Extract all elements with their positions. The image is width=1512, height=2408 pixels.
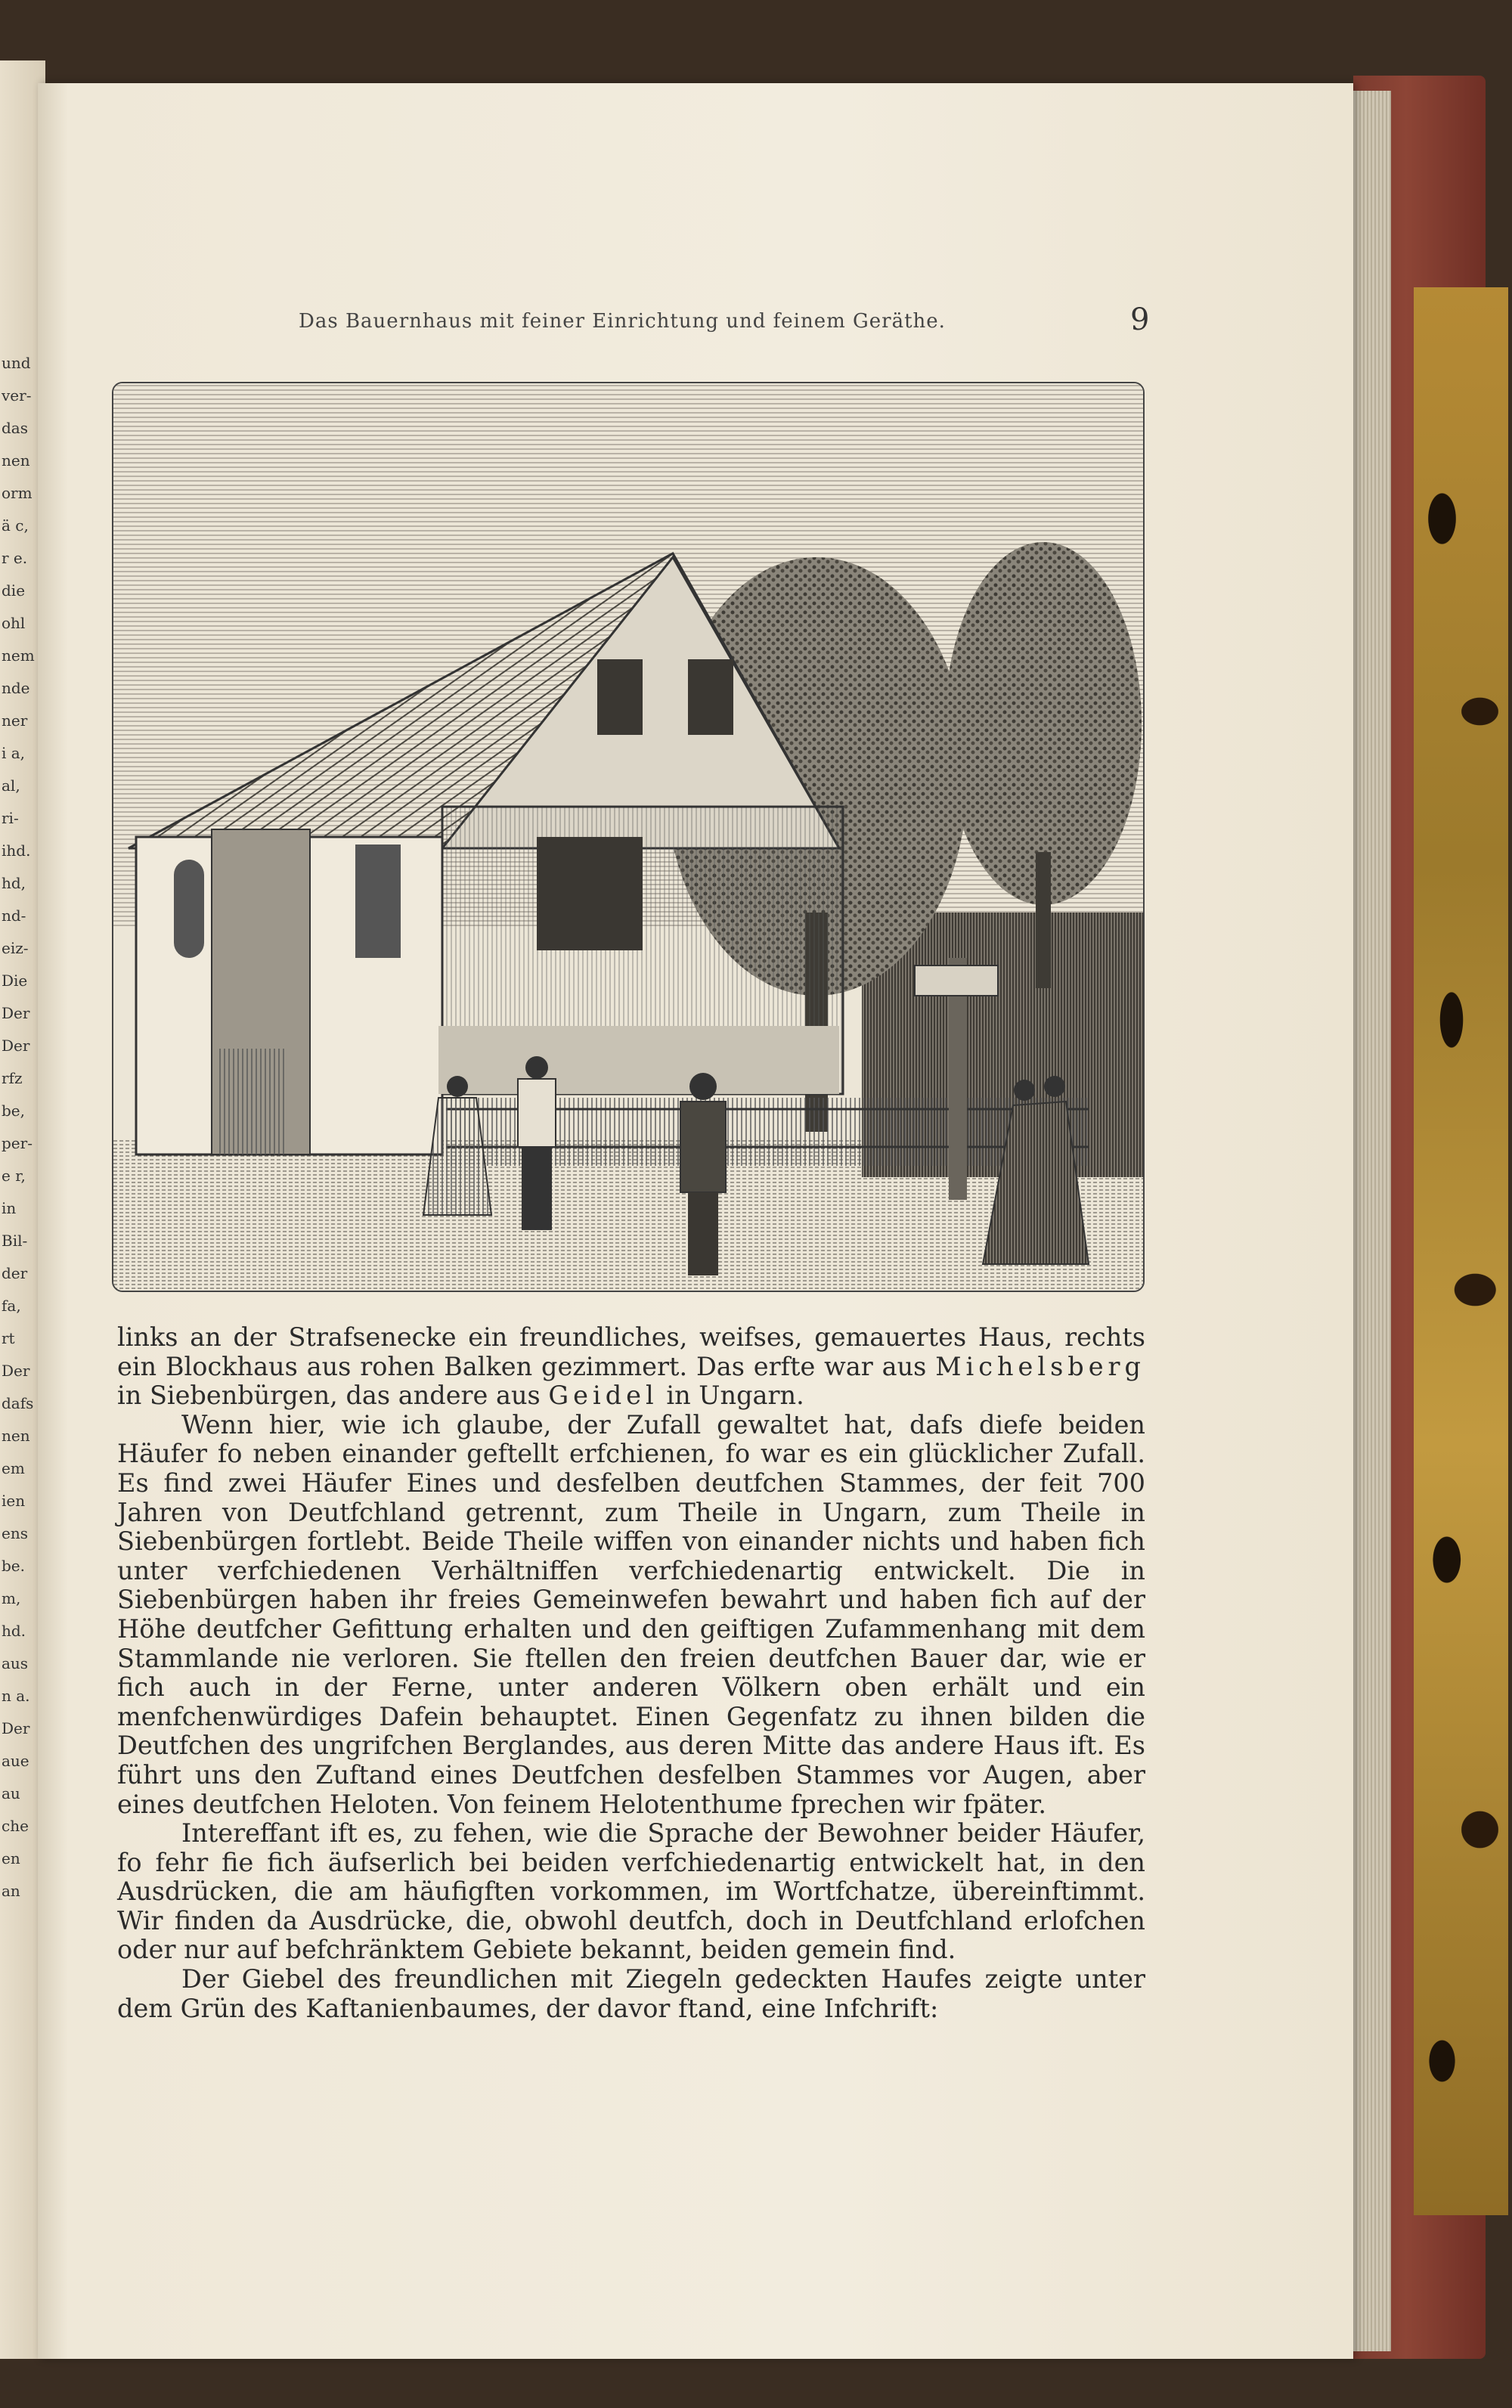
facing-page-fragment: en [2,1849,20,1867]
facing-page-fragment: fa, [2,1297,21,1315]
place-geidel: Geidel [548,1381,658,1411]
paragraph-1 [117,1323,1145,1411]
facing-page-fragment: be. [2,1557,25,1575]
facing-page-fragment: r e. [2,549,28,567]
facing-page-fragment: der [2,1264,28,1282]
facing-page-fragment: e r, [2,1167,26,1185]
facing-page-fragment: Der [2,1037,30,1055]
facing-page-fragment: Bil- [2,1232,28,1250]
facing-page-fragment: ä c, [2,516,29,535]
facing-page-fragment: und [2,354,31,372]
facing-page-fragment: hd, [2,874,26,892]
facing-page-fragment: ien [2,1492,26,1510]
facing-page-fragment: Der [2,1719,30,1737]
paragraph-1-a: links an der Strafsenecke ein freundliches, weifses, gemauertes Haus, rechts ein Blockhaus aus rohen Balken gezimmert. Das erfte war aus [117,1322,1145,1381]
facing-page-fragment: in [2,1199,17,1217]
facing-page-fragment: aue [2,1752,29,1770]
facing-page-fragment: per- [2,1134,33,1152]
facing-page-fragment: Die [2,972,28,990]
man-standing [518,1056,556,1230]
facing-page-fragment: nem [2,646,35,665]
facing-page-fragment: ri- [2,809,19,827]
facing-page-fragment: ens [2,1524,28,1542]
paragraph-2: Wenn hier, wie ich glaube, der Zufall gewaltet hat, dafs diefe beiden Häufer fo neben einander geftellt erfchienen, fo war es ein glücklicher Zufall. Es find zwei Häufer Eines und desfelben deutfchen Stammes, der feit 700 Jahren von Deutfchland getrennt, zum Theile in Ungarn, zum Theile in Siebenbürgen fortlebt. Beide Theile wiffen von einander nichts und haben fich unter verfchiedenen Verhältniffen verfchiedenartig entwickelt. Die in Siebenbürgen haben ihr freies Gemeinwefen bewahrt und haben fich auf der Höhe deutfcher Gefittung erhalten und den geiftigen Zufammenhang mit dem Stammlande nie verloren. Sie ftellen den freien deutfchen Bauer dar, wie er fich auch in der Ferne, unter anderen Völkern oben erhält und ein menfchenwürdiges Dafein behauptet. Einen Gegenfatz zu ihnen bilden die Deutfchen des ungrifchen Berglandes, aus deren Mitte das andere Haus ift. Es führt uns den Zuftand eines Deutfchen desfelben Stammes vor Augen, aber eines deutfchen Heloten. Von feinem Helotenthume fprechen wir fpäter. [117,1409,1145,1819]
facing-page-fragment: em [2,1459,25,1477]
facing-page-fragment: m, [2,1589,21,1607]
facing-page-fragment: Der [2,1362,30,1380]
facing-page-fragment: Der [2,1004,30,1022]
place-michelsberg: Michelsberg [935,1351,1145,1381]
paragraph-4: Der Giebel des freundlichen mit Ziegeln gedeckten Haufes zeigte unter dem Grün des Kaftanienbaumes, der davor ftand, eine Infchrift: [117,1964,1145,2023]
page-number: 9 [1130,302,1150,337]
facing-page-fragment: che [2,1817,29,1835]
facing-page-fragment: ihd. [2,841,31,860]
facing-page-fragment: orm [2,484,33,502]
facing-page-fragment: au [2,1784,20,1802]
facing-page-fragment: eiz- [2,939,29,957]
facing-page-fragment: ver- [2,386,32,404]
facing-page-fragment: i a, [2,744,26,762]
paragraph-1-c: in Ungarn. [658,1381,804,1411]
facing-page-fragment: nen [2,451,30,470]
facing-page-fragment: aus [2,1654,29,1672]
facing-page-fragment: hd. [2,1622,26,1640]
facing-page-fragment: die [2,581,26,600]
facing-page-fragment: ner [2,711,28,730]
facing-page-fragment: nd- [2,906,26,925]
facing-page-fragment: n a. [2,1687,30,1705]
facing-page-fragment: al, [2,776,20,795]
facing-page-fragment: an [2,1882,20,1900]
body-text [117,1323,1145,2023]
engraving-illustration [112,382,1145,1292]
running-head: Das Bauernhaus mit feiner Einrichtung und feinem Geräthe. [299,310,946,333]
facing-page-fragment: rfz [2,1069,23,1087]
facing-page-fragment: nen [2,1427,30,1445]
facing-page-fragment: rt [2,1329,15,1347]
facing-page-fragment: das [2,419,28,437]
marbled-endpaper [1414,287,1508,2215]
facing-page-fragment: ohl [2,614,26,632]
facing-page-fragment: be, [2,1102,25,1120]
facing-page-fragment: dafs [2,1394,34,1412]
paragraph-1-b: in Siebenbürgen, das andere aus [117,1381,549,1411]
facing-page-fragment: nde [2,679,30,697]
paragraph-3: Intereffant ift es, zu fehen, wie die Sprache der Bewohner beider Häufer, fo fehr fie fich äufserlich bei beiden verfchiedenartig entwickelt hat, in den Ausdrücken, die am häufigften vorkommen, im Wortfchatze, übereinftimmt. Wir finden da Ausdrücke, die, obwohl deutfch, doch in Deutfchland erlofchen oder nur auf befchränktem Gebiete bekannt, beiden gemein find. [117,1818,1145,1965]
